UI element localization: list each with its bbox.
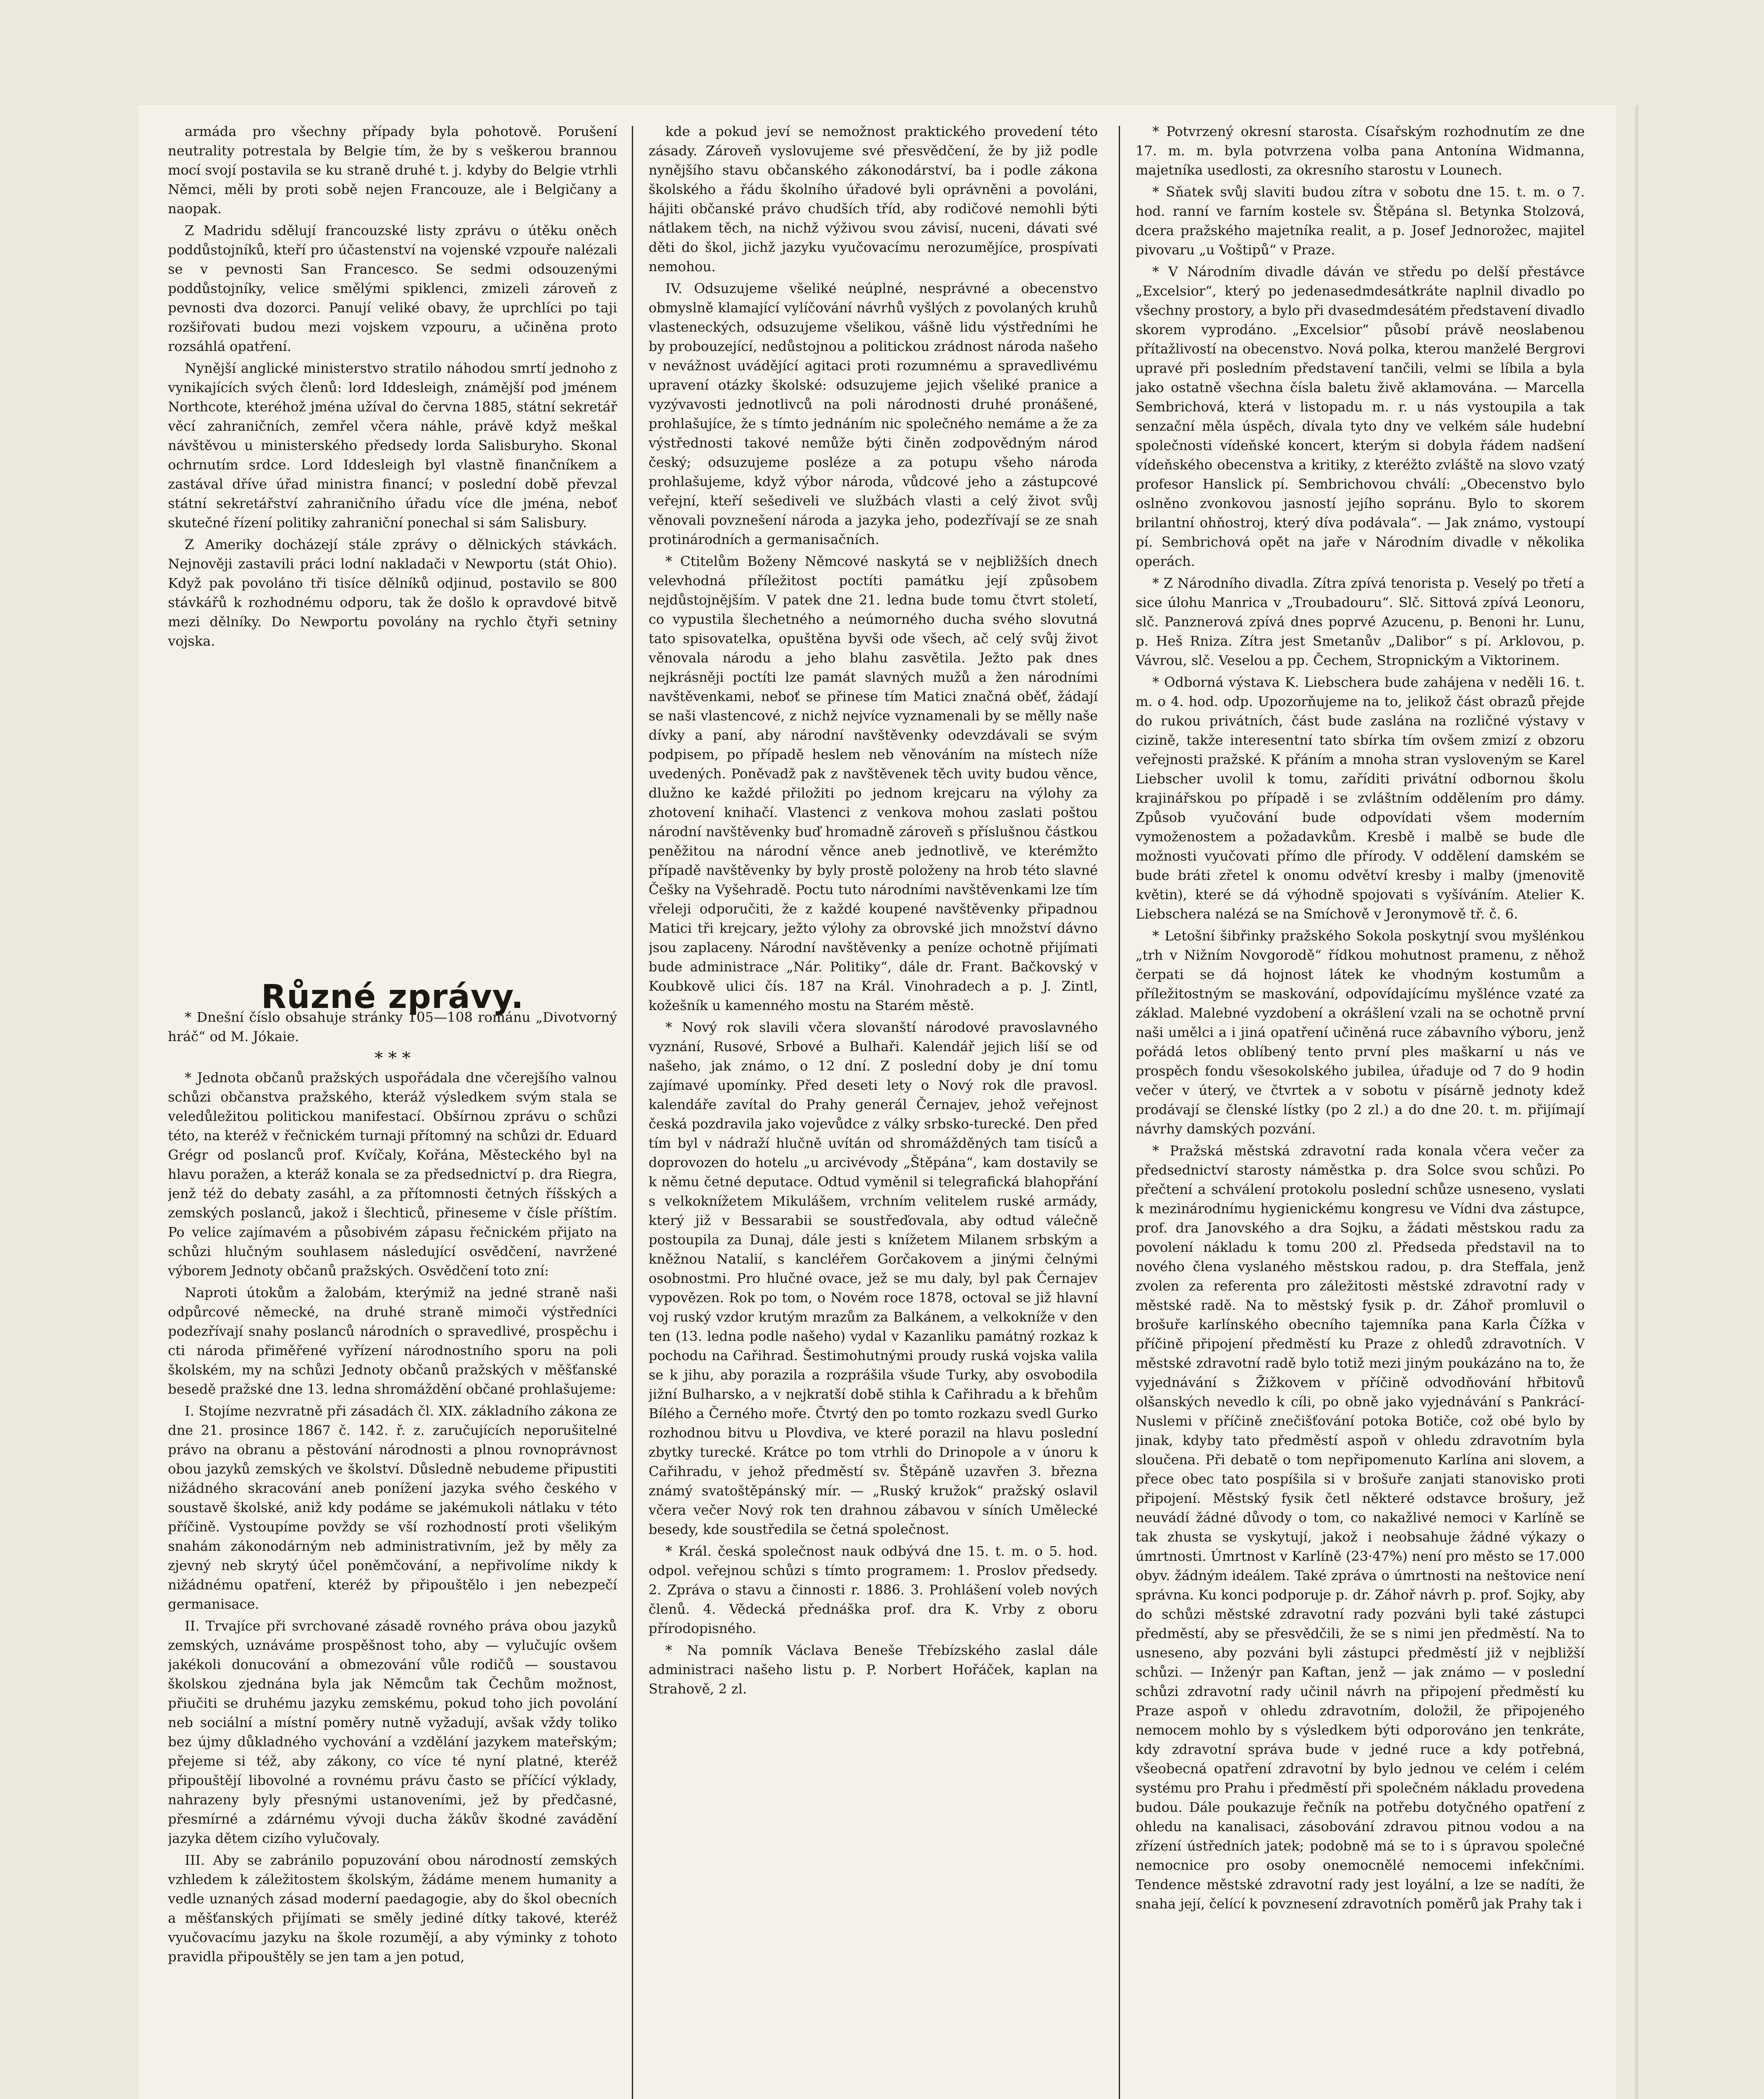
paragraph: * Letošní šibřinky pražského Sokola poskytnjí svou myšlénkou „trh v Nižním Novgorodě“ řídkou mohutnost pramenu, z něhož čerpati se dá hojnost látek ke vhodným kostumům a příležitostným se maskování, odpovídajícímu myšlénce vzaté za základ. Malebné vyzdobení a okrášlení vzali na se ochotně první naši umělci a i jiná opatření učiněná ruce zábavního výboru, jenž pořádá letos oblíbený tento první ples maškarní u nás ve prospěch fondu všesokolského jubilea, úřaduje od 7 do 9 hodin večer v úterý, ve čtvrtek a v sobotu v písárně jednoty kdež prodávají se členské lístky (po 2 zl.) a do dne 20. t. m. přijímají návrhy damských pozvání. xyxy=(1136,928,1585,1137)
paragraph: * Z Národního divadla. Zítra zpívá tenorista p. Veselý po třetí a sice úlohu Manrica v „Troubadouru“. Slč. Sittová zpívá Leonoru, slč. Panznerová zpívá dnes poprvé Azucenu, p. Benoni hr. Lunu, p. Heš Rniza. Zítra jest Smetanův „Dalibor“ s pí. Arklovou, p. Vávrou, slč. Veselou a pp. Čechem, Stropnickým a Viktorinem. xyxy=(1136,575,1585,668)
page-edge xyxy=(1636,105,1638,2099)
paragraph: * Ctitelům Boženy Němcové naskytá se v nejbližších dnech velevhodná příležitost poctíti památku její způsobem nejdůstojnějším. V patek dne 21. ledna bude tomu čtvrt století, co vypustila šlechetného a neúmorného ducha svého slovutná tato spisovatelka, opuštěna byvši ode všech, ač celý svůj život věnovala národu a jeho blahu zasvětila. Ježto pak dnes nejkrásněji poctíti lze památ slavných mužů a žen národními navštěvenkami, neboť se přinese tím Matici značná oběť, žádají se naši vlastencové, z nichž nejvíce vyznamenali by se mělly naše dívky a paní, aby národní navštěvenky odevzdávali se svým podpisem, po případě heslem neb věnováním na místech níže uvedených. Poněvadž pak z navštěvenek těch uvity budou věnce, dlužno ke každé přiložiti po jednom krejcaru na výlohy za zhotovení knihačí. Vlastenci z venkova mohou zaslati poštou národní navštěvenky buď hromadně zároveň s příslušnou částkou peněžitou na národní věnce aneb jednotlivě, ve kterémžto případě navštěvenky by byly prostě položeny na hrob této slavné Češky na Vyšehradě. Poctu tuto národními navštěvenkami lze tím vřeleji odporučiti, že z každé koupené navštěvenky připadnou Matici tři krejcary, ježto výlohy za obrovské jich množství dávno jsou zaplaceny. Národní navštěvenky a peníze ochotně přijímati bude administrace „Nár. Politiky“, dále dr. Frant. Bačkovský v Koubkově ulici čís. 187 na Král. Vinohradech a p. J. Zintl, kožešník u kamenného mostu na Starém městě. xyxy=(649,553,1098,1013)
paragraph: Z Madridu sdělují francouzské listy zprávu o útěku oněch poddůstojníků, kteří pro účastenství na vojenské vzpouře nalézali se v pevnosti San Francesco. Se sedmi odsouzenými poddůstojníky, velice smělými spiklenci, zmizeli zároveň z pevnosti dva dozorci. Panují veliké obavy, že uprchlíci po taji rozšiřovati budou mezi vojskem vzpouru, a učiněna proto rozsáhlá opatření. xyxy=(168,222,617,354)
paragraph: * Jednota občanů pražských uspořádala dne včerejšího valnou schůzi občanstva pražského, kteráž výsledkem svým stala se veledůležitou politickou manifestací. Obšírnou zprávu o schůzi této, na kteréž v řečnickém turnaji přítomný na schůzi dr. Eduard Grégr od poslanců prof. Kvíčaly, Kořána, Městeckého byl na hlavu poražen, a kteráž konala se za předsednictví p. dra Riegra, jenž též do debaty zasáhl, a za přítomnosti četných říšských a zemských poslanců, jakož i šlechticů, přineseme v čísle příštím. Po velice zajímavém a působivém zápasu řečnickém přijato na schůzi hlučným souhlasem následující osvědčení, navržené výborem Jednoty občanů pražských. Osvědčení toto zní: xyxy=(168,1070,617,1279)
paragraph: * Dnešní číslo obsahuje stránky 105—108 románu „Divotvorný hráč“ od M. Jókaie. xyxy=(168,1009,617,1044)
paragraph: III. Aby se zabránilo popuzování obou národností zemských vzhledem k záležitostem školským, žádáme menem humanity a vedle uznaných zásad moderní paedagogie, aby do škol obecních a měšťanských přijímati se směly jediné dítky takové, kteréž vyučovacímu jazyku na škole rozumějí, a aby výminky z tohoto pravidla připouštěly se jen tam a jen potud, xyxy=(168,1852,617,1965)
column-1-lower xyxy=(168,1008,617,2099)
paragraph: * Potvrzený okresní starosta. Císařským rozhodnutím ze dne 17. m. m. byla potvrzena volba pana Antonína Widmanna, majetníka usedlosti, za okresního starostu v Lounech. xyxy=(1136,123,1585,178)
paragraph: armáda pro všechny případy byla pohotově. Porušení neutrality potrestala by Belgie tím, že by s veškerou brannou mocí svojí postavila se ku straně druhé t. j. kdyby do Belgie vtrhli Němci, měli by proti sobě nejen Francouze, ale i Belgičany a naopak. xyxy=(168,123,617,217)
paragraph: * Na pomník Václava Beneše Třebízského zaslal dále administraci našeho listu p. P. Norbert Hořáček, kaplan na Strahově, 2 zl. xyxy=(649,1642,1098,1697)
paragraph: * V Národním divadle dáván ve středu po delší přestávce „Excelsior“, který po jedenasedmdesátkráte naplnil divadlo po všechny prostory, a bylo při dvasedmdesátém představení divadlo skorem vyprodáno. „Excelsior“ působí právě neoslabenou přítažlivostí na obecenstvo. Nová polka, kterou manželé Bergrovi upravé při posledním představení tančili, velmi se líbila a byla jako ostatně všechna čísla baletu živě aklamována. — Marcella Sembrichová, která v listopadu m. r. u nás vystoupila a tak senzační měla úspěch, dívala tyto dny ve velkém sále hudební společnosti vídeňské koncert, kterým si dobyla řádem nadšení vídeňského obecenstva a kritiky, z kteréžto zvláště na slovo vzatý profesor Hanslick pí. Sembrichovou chválí: „Obecenstvo bylo oslněno zvonkovou jasností jejího sopránu. Bylo to skorem brilantní ohňostroj, který díva podávala“. — Jak známo, vystoupí pí. Sembrichová opět na jaře v Národním divadle v několika operách. xyxy=(1136,264,1585,569)
paragraph: * Odborná výstava K. Liebschera bude zahájena v neděli 16. t. m. o 4. hod. odp. Upozorňujeme na to, jelikož část obrazů přejde do rukou privátních, část bude zaslána na rozličné výstavy v cizině, takže interesentní tato sbírka tím ovšem zmizí z obzoru veřejnosti pražské. K přáním a mnoha stran vysloveným se Karel Liebscher uvolil k tomu, zaříditi privátní odbornou školu krajinářskou po případě i se zvláštním oddělením pro dámy. Způsob vyučování bude odpovídati všem moderním vymoženostem a požadavkům. Kresbě i malbě se bude dle možnosti vyučovati přímo dle přírody. V oddělení damském se bude bráti zřetel k onomu odvětví kresby i malby (jmenovitě květin), které se dá výhodně spojovati s vyšíváním. Atelier K. Liebschera nalézá se na Smíchově v Jeronymově tř. č. 6. xyxy=(1136,674,1585,922)
separator-stars: * * * xyxy=(374,1049,411,1068)
paragraph: Nynější anglické ministerstvo stratilo náhodou smrtí jednoho z vynikajících svých členů: lord Iddesleigh, známější pod jménem Northcote, kteréhož jména užíval do června 1885, státní sekretář věcí zahraničních, zemřel včera náhle, právě když meškal návštěvou u ministerského předsedy lorda Salisburyho. Skonal ochrnutím srdce. Lord Iddesleigh byl vlastně finančníkem a zastával dříve úřad ministra financí; v poslední době převzal státní sekretářství zahraničního úřadu více dle jména, neboť skutečné řízení politiky zahraniční ponechal si sám Salisbury. xyxy=(168,360,617,531)
paragraph: IV. Odsuzujeme všeliké neúplné, nesprávné a obecenstvo obmyslně klamající vylíčování návrhů vyšlých z povolaných kruhů vlasteneckých, odsuzujeme všelikou, vášně lidu výstředními he by probouzející, nedůstojnou a politickou zrádnost národa našeho v nevážnost uvádějící agitaci proti rozumnému a spravedlivému upravení otázky školské: odsuzujeme jejich všeliké pranice a vyzývavosti jednotlivců na poli národnosti druhé pronášené, prohlašujíce, že s tímto jednáním nic společného nemáme a že za výstřednosti takové nemůže býti činěn zodpovědným národ český; odsuzujeme posléze a za potupu všeho národa prohlašujeme, když výbor národa, vůdcové jeho a zástupcové veřejní, kteří sešediveli ve službách vlasti a celý život svůj věnovali povznešení národa a jazyka jeho, podezřívají se ze snah protinárodních a germanisačních. xyxy=(649,280,1098,547)
paragraph: Naproti útokům a žalobám, kterýmiž na jedné straně naši odpůrcové německé, na druhé straně mimoči výstředníci podezřívají snahy poslanců národních o spravedlivé, prospěchu i cti národa přiměřené vyřízení národnostního sporu na poli školském, my na schůzi Jednoty občanů pražských v měšťanské besedě pražské dne 13. ledna shromáždění občané prohlašujeme: xyxy=(168,1285,617,1397)
paragraph: Z Ameriky docházejí stále zprávy o dělnických stávkách. Nejnověji zastavili práci lodní nakladači v Newportu (stát Ohio). Když pak povoláno tři tisíce dělníků odjinud, postavilo se 800 stávkářů k rozhodnému odporu, tak že došlo k opravdové bitvě mezi dělníky. Do Newportu povolány na rychlo čtyři setniny vojska. xyxy=(168,537,617,649)
section-heading: Různé zprávy. xyxy=(261,978,524,1016)
column-1 xyxy=(168,122,617,974)
paragraph: II. Trvajíce při svrchované zásadě rovného práva obou jazyků zemských, uznáváme prospěšnost toho, aby — vylučujíc ovšem jakékoli donucování a obmezování vůle rodičů — soustavou školskou zjednána byla jak Němcům tak Čechům možnost, přiučiti se druhému jazyku zemskému, pokud toho jich povolání neb sociální a místní poměry nutně vyžadují, avšak vždy toliko bez újmy důkladného vychování a vzdělání jazykem mateřským; přejeme si též, aby zákony, co více té nyní platné, kteréž připouštějí libovolné a rovnému právu často se příčící výklady, nahrazeny byly přesnými ustanoveními, jež by předčasné, přesmírné a zdárnému vývoji ducha žákův škodné zavádění jazyka dětem cizího vylučovaly. xyxy=(168,1618,617,1846)
paragraph: * Sňatek svůj slaviti budou zítra v sobotu dne 15. t. m. o 7. hod. ranní ve farním kostele sv. Štěpána sl. Betynka Stolzová, dcera pražského majetníka realit, a p. Josef Jednorožec, majitel pivovaru „u Voštipů“ v Praze. xyxy=(1136,184,1585,258)
paragraph: I. Stojíme nezvratně při zásadách čl. XIX. základního zákona ze dne 21. prosince 1867 č. 142. ř. z. zaručujících neporušitelné právo na obranu a pěstování národnosti a plnou rovnoprávnost obou jazyků zemských ve školství. Důsledně nebudeme připustiti nižádného skracování aneb ponížení jazyka svého českého v soustavě školské, aniž kdy podáme se jakémukoli nátlaku v této příčině. Vystoupíme povždy se vší rozhodností proti všelikým snahám zákonodárným neb administrativním, jež by měly za zjevný neb skrytý účel poněmčování, a nepřivolíme nikdy k nižádnému opatření, kteréž by připouštělo i jen nebezpečí germanisace. xyxy=(168,1403,617,1612)
column-2 xyxy=(649,122,1098,2099)
column-rule xyxy=(632,126,633,2099)
column-3 xyxy=(1136,122,1585,2099)
paragraph: * Nový rok slavili včera slovanští národové pravoslavného vyznání, Rusové, Srbové a Bulhaři. Kalendář jejich liší se od našeho, jak známo, o 12 dní. Z poslední doby je dní tomu zajímavé upomínky. Před deseti lety o Nový rok dle pravosl. kalendáře zavítal do Prahy generál Černajev, jehož veřejnost česká pozdravila jako vojevůdce z války srbsko-turecké. Den před tím byl v nádraží hlučně uvítán od shromážděných tam tisíců a doprovozen do hotelu „u arcivévody „Štěpána“, kam dostavily se k němu četné deputace. Odtud vyměnil si telegrafická blahopřání s velkoknížetem Mikulášem, vrchním velitelem ruské armády, který již v Bessarabii se soustřeďovala, aby odtud válečně postoupila za Dunaj, dále jesti s knížetem Milanem srbským a kněžnou Natalií, s kancléřem Gorčakovem a jinými čelnými osobnostmi. Pro hlučné ovace, jež se mu daly, byl pak Černajev vypovězen. Rok po tom, o Novém roce 1878, octoval se již hlavní voj ruský vzdor krutým mrazům za Balkánem, a velkokníže v den ten (13. ledna podle našeho) vydal v Kazanliku památný rozkaz k pochodu na Cařihrad. Šestimohutnými proudy ruská vojska valila se k jihu, aby porazila a rozprášila všude Turky, aby osvobodila jižní Bulharsko, a v nejkratší době stihla k Cařihradu a k břehům Bílého a Černého moře. Čtvrtý den po tomto rozkazu svedl Gurko rozhodnou bitvu u Plovdiva, ve které porazil na hlavu poslední zbytky turecké. Krátce po tom vtrhli do Drinopole a v únoru k Cařihradu, v jehož předměstí sv. Štěpáně uzavřen 3. března známý svatoštěpánský mír. — „Ruský kružok“ pražský oslavil včera večer Nový rok ten drahnou zábavou v síních Umělecké besedy, kde soustředila se četná společnost. xyxy=(649,1019,1098,1537)
paragraph: kde a pokud jeví se nemožnost praktického provedení této zásady. Zároveň vyslovujeme své přesvědčení, že by již podle nynějšího stavu občanského zákonodárství, ba i podle zákona školského a řádu školního úřadové byli oprávněni a povoláni, hájiti občanské právo chudších tříd, aby rodičové nemohli býti nátlakem těch, na nichž výživou svou závisí, nuceni, dávati své děti do škol, jichž jazyku vyučovacímu nerozumějíce, prospívati nemohou. xyxy=(649,123,1098,275)
paragraph: * Král. česká společnost nauk odbývá dne 15. t. m. o 5. hod. odpol. veřejnou schůzi s tímto programem: 1. Proslov předsedy. 2. Zpráva o stavu a činnosti r. 1886. 3. Prohlášení voleb nových členů. 4. Vědecká přednáška prof. dra K. Vrby z oboru přírodopisného. xyxy=(649,1543,1098,1636)
paragraph: * Pražská městská zdravotní rada konala včera večer za předsednictví starosty náměstka p. dra Solce svou schůzi. Po přečtení a schválení protokolu poslední schůze usneseno, vyslati k mezinárodnímu hygienickému kongresu ve Vídni dva zástupce, prof. dra Janovského a dra Sojku, a žádati městskou radu za povolení nákladu k tomu 200 zl. Předseda představil na to nového člena vyslaného městskou radou, p. dra Steffala, jenž zvolen za referenta pro záležitosti městské zdravotní rady v městské radě. Na to městský fysik p. dr. Záhoř promluvil o brošuře karlínského obecního tajemníka pana Karla Čížka v příčině připojení předměstí ku Praze z ohledů zdravotních. V městské zdravotní radě bylo totiž mezi jiným poukázáno na to, že vyjednávání s Žižkovem v příčině odvodňování hřbitovů olšanských nevedlo k cíli, po obně jako vyjednávání s Pankrácí-Nuslemi v příčině znečišťování potoka Botiče, což obé bylo by jinak, kdyby tato předměstí aspoň v ohledu zdravotním byla sloučena. Při debatě o tom nepřipomenuto Karlína ani slovem, a přece obec tato pospíšila si v brošuře zanjati stanovisko proti připojení. Městský fysik četl některé odstavce brošury, jež neuvádí žádné důvody o tom, co nakažlivé nemoci v Karlíně se tak zhusta se vyskytují, jakož i neobsahuje žádné výkazy o úmrtnosti. Úmrtnost v Karlíně (23·47%) není pro město se 17.000 obyv. žádným ideálem. Také zpráva o úmrtnosti na neštovice není správna. Ku konci podporuje p. dr. Záhoř návrh p. prof. Sojky, aby do schůzi městské zdravotní rady pozváni byli také zástupci předměstí, aby se přesvědčili, že se s nimi jen předměstí. Na to usneseno, aby pozváni byli zástupci předměstí již v nejbližší schůzi. — Inženýr pan Kaftan, jenž — jak známo — v poslední schůzi zdravotní rady učinil návrh na připojení předměstí ku Praze aspoň v ohledu zdravotním, doložil, že připojeného nemocem mohlo by s výsledkem býti odporováno jen tenkráte, kdy zdravotní správa bude v jedné ruce a kdy potřebná, všeobecná opatření zdravotní by bylo jednou ve celém i celém systému pro Prahu i předměstí při společném nákladu provedena budou. Dále poukazuje řečník na potřebu dotyčného opatření z ohledu na kanalisaci, zásobování zdravou pitnou vodou a na zřízení ústředních jatek; podobně má se to i s úpravou společné nemocnice pro osoby onemocnělé nemocemi infekčními. Tendence městské zdravotní rady jest loyální, a lze se nadíti, že snaha její, čelící k povznesení zdravotních poměrů jak Prahy tak i xyxy=(1136,1143,1585,1912)
column-rule xyxy=(1119,126,1120,2099)
